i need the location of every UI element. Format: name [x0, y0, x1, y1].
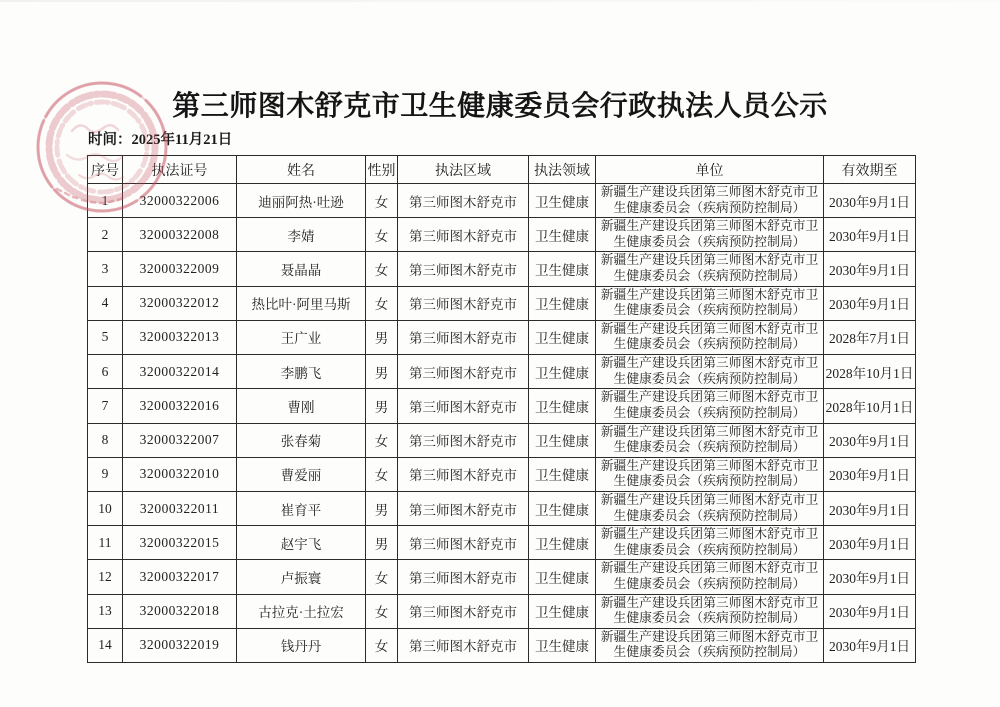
cell-valid-until: 2030年9月1日 [824, 218, 916, 252]
cell-index: 12 [88, 560, 123, 594]
cell-license-no: 32000322016 [123, 389, 237, 423]
cell-license-no: 32000322013 [123, 320, 237, 354]
cell-region: 第三师图木舒克市 [398, 628, 529, 662]
cell-license-no: 32000322010 [123, 457, 237, 491]
cell-field: 卫生健康 [529, 252, 596, 286]
personnel-table [87, 155, 916, 663]
cell-gender: 女 [366, 628, 398, 662]
cell-region: 第三师图木舒克市 [398, 320, 529, 354]
cell-region: 第三师图木舒克市 [398, 184, 529, 218]
cell-license-no: 32000322008 [123, 218, 237, 252]
cell-name: 崔育平 [237, 491, 366, 525]
cell-valid-until: 2028年10月1日 [824, 389, 916, 423]
table-row [88, 560, 916, 594]
cell-index: 9 [88, 457, 123, 491]
column-header: 单位 [596, 156, 824, 184]
cell-license-no: 32000322012 [123, 286, 237, 320]
cell-region: 第三师图木舒克市 [398, 286, 529, 320]
cell-unit: 新疆生产建设兵团第三师图木舒克市卫生健康委员会（疾病预防控制局） [596, 526, 824, 560]
date-line: 时间：2025年11月21日 [88, 132, 233, 148]
cell-index: 2 [88, 218, 123, 252]
cell-name: 迪丽阿热·吐逊 [237, 184, 366, 218]
cell-gender: 男 [366, 355, 398, 389]
column-header: 执法领域 [529, 156, 596, 184]
cell-unit: 新疆生产建设兵团第三师图木舒克市卫生健康委员会（疾病预防控制局） [596, 560, 824, 594]
cell-index: 14 [88, 628, 123, 662]
cell-field: 卫生健康 [529, 526, 596, 560]
table-header-row [88, 156, 916, 184]
cell-license-no: 32000322019 [123, 628, 237, 662]
cell-name: 赵宇飞 [237, 526, 366, 560]
cell-name: 王广业 [237, 320, 366, 354]
cell-valid-until: 2028年10月1日 [824, 355, 916, 389]
personnel-table-container [87, 155, 915, 663]
cell-name: 曹刚 [237, 389, 366, 423]
cell-gender: 女 [366, 252, 398, 286]
column-header: 执法证号 [123, 156, 237, 184]
cell-license-no: 32000322011 [123, 491, 237, 525]
cell-field: 卫生健康 [529, 491, 596, 525]
cell-gender: 女 [366, 457, 398, 491]
cell-region: 第三师图木舒克市 [398, 491, 529, 525]
cell-name: 卢振寰 [237, 560, 366, 594]
scan-artifact [0, 0, 1000, 2]
cell-index: 3 [88, 252, 123, 286]
cell-field: 卫生健康 [529, 286, 596, 320]
table-row [88, 491, 916, 525]
cell-license-no: 32000322007 [123, 423, 237, 457]
cell-license-no: 32000322014 [123, 355, 237, 389]
cell-index: 5 [88, 320, 123, 354]
table-row [88, 320, 916, 354]
cell-field: 卫生健康 [529, 320, 596, 354]
cell-valid-until: 2030年9月1日 [824, 457, 916, 491]
cell-license-no: 32000322018 [123, 594, 237, 628]
table-row [88, 628, 916, 662]
cell-name: 钱丹丹 [237, 628, 366, 662]
cell-name: 张春菊 [237, 423, 366, 457]
cell-unit: 新疆生产建设兵团第三师图木舒克市卫生健康委员会（疾病预防控制局） [596, 594, 824, 628]
cell-field: 卫生健康 [529, 594, 596, 628]
cell-index: 13 [88, 594, 123, 628]
cell-unit: 新疆生产建设兵团第三师图木舒克市卫生健康委员会（疾病预防控制局） [596, 423, 824, 457]
cell-gender: 女 [366, 594, 398, 628]
cell-license-no: 32000322006 [123, 184, 237, 218]
cell-region: 第三师图木舒克市 [398, 355, 529, 389]
table-row [88, 423, 916, 457]
cell-field: 卫生健康 [529, 628, 596, 662]
cell-gender: 女 [366, 560, 398, 594]
cell-field: 卫生健康 [529, 423, 596, 457]
column-header: 执法区域 [398, 156, 529, 184]
column-header: 序号 [88, 156, 123, 184]
cell-region: 第三师图木舒克市 [398, 252, 529, 286]
cell-gender: 女 [366, 423, 398, 457]
cell-gender: 女 [366, 218, 398, 252]
cell-name: 古拉克·土拉宏 [237, 594, 366, 628]
cell-valid-until: 2030年9月1日 [824, 286, 916, 320]
cell-valid-until: 2030年9月1日 [824, 252, 916, 286]
table-row [88, 389, 916, 423]
table-row [88, 252, 916, 286]
cell-valid-until: 2030年9月1日 [824, 526, 916, 560]
cell-valid-until: 2030年9月1日 [824, 491, 916, 525]
cell-gender: 女 [366, 184, 398, 218]
cell-unit: 新疆生产建设兵团第三师图木舒克市卫生健康委员会（疾病预防控制局） [596, 252, 824, 286]
cell-unit: 新疆生产建设兵团第三师图木舒克市卫生健康委员会（疾病预防控制局） [596, 628, 824, 662]
cell-unit: 新疆生产建设兵团第三师图木舒克市卫生健康委员会（疾病预防控制局） [596, 457, 824, 491]
cell-valid-until: 2030年9月1日 [824, 560, 916, 594]
table-row [88, 184, 916, 218]
cell-valid-until: 2030年9月1日 [824, 628, 916, 662]
cell-index: 8 [88, 423, 123, 457]
cell-index: 7 [88, 389, 123, 423]
cell-index: 1 [88, 184, 123, 218]
cell-unit: 新疆生产建设兵团第三师图木舒克市卫生健康委员会（疾病预防控制局） [596, 184, 824, 218]
cell-unit: 新疆生产建设兵团第三师图木舒克市卫生健康委员会（疾病预防控制局） [596, 491, 824, 525]
cell-valid-until: 2030年9月1日 [824, 594, 916, 628]
table-row [88, 355, 916, 389]
table-row [88, 218, 916, 252]
cell-gender: 女 [366, 286, 398, 320]
cell-name: 热比叶·阿里马斯 [237, 286, 366, 320]
cell-gender: 男 [366, 320, 398, 354]
cell-license-no: 32000322009 [123, 252, 237, 286]
cell-region: 第三师图木舒克市 [398, 560, 529, 594]
cell-region: 第三师图木舒克市 [398, 389, 529, 423]
cell-unit: 新疆生产建设兵团第三师图木舒克市卫生健康委员会（疾病预防控制局） [596, 218, 824, 252]
cell-valid-until: 2030年9月1日 [824, 423, 916, 457]
cell-unit: 新疆生产建设兵团第三师图木舒克市卫生健康委员会（疾病预防控制局） [596, 286, 824, 320]
cell-license-no: 32000322017 [123, 560, 237, 594]
cell-region: 第三师图木舒克市 [398, 423, 529, 457]
cell-gender: 男 [366, 491, 398, 525]
cell-field: 卫生健康 [529, 184, 596, 218]
cell-index: 4 [88, 286, 123, 320]
cell-region: 第三师图木舒克市 [398, 594, 529, 628]
column-header: 姓名 [237, 156, 366, 184]
cell-unit: 新疆生产建设兵团第三师图木舒克市卫生健康委员会（疾病预防控制局） [596, 355, 824, 389]
cell-valid-until: 2028年7月1日 [824, 320, 916, 354]
cell-name: 李婧 [237, 218, 366, 252]
table-row [88, 457, 916, 491]
cell-valid-until: 2030年9月1日 [824, 184, 916, 218]
cell-field: 卫生健康 [529, 389, 596, 423]
cell-field: 卫生健康 [529, 560, 596, 594]
cell-name: 聂晶晶 [237, 252, 366, 286]
cell-license-no: 32000322015 [123, 526, 237, 560]
table-row [88, 594, 916, 628]
table-row [88, 526, 916, 560]
cell-gender: 男 [366, 389, 398, 423]
cell-index: 10 [88, 491, 123, 525]
cell-unit: 新疆生产建设兵团第三师图木舒克市卫生健康委员会（疾病预防控制局） [596, 320, 824, 354]
cell-field: 卫生健康 [529, 355, 596, 389]
cell-name: 曹爱丽 [237, 457, 366, 491]
column-header: 有效期至 [824, 156, 916, 184]
cell-unit: 新疆生产建设兵团第三师图木舒克市卫生健康委员会（疾病预防控制局） [596, 389, 824, 423]
cell-field: 卫生健康 [529, 457, 596, 491]
cell-field: 卫生健康 [529, 218, 596, 252]
page-title: 第三师图木舒克市卫生健康委员会行政执法人员公示 [172, 91, 828, 122]
column-header: 性别 [366, 156, 398, 184]
cell-index: 11 [88, 526, 123, 560]
cell-region: 第三师图木舒克市 [398, 526, 529, 560]
cell-region: 第三师图木舒克市 [398, 457, 529, 491]
cell-index: 6 [88, 355, 123, 389]
cell-name: 李鹏飞 [237, 355, 366, 389]
table-row [88, 286, 916, 320]
cell-region: 第三师图木舒克市 [398, 218, 529, 252]
cell-gender: 男 [366, 526, 398, 560]
